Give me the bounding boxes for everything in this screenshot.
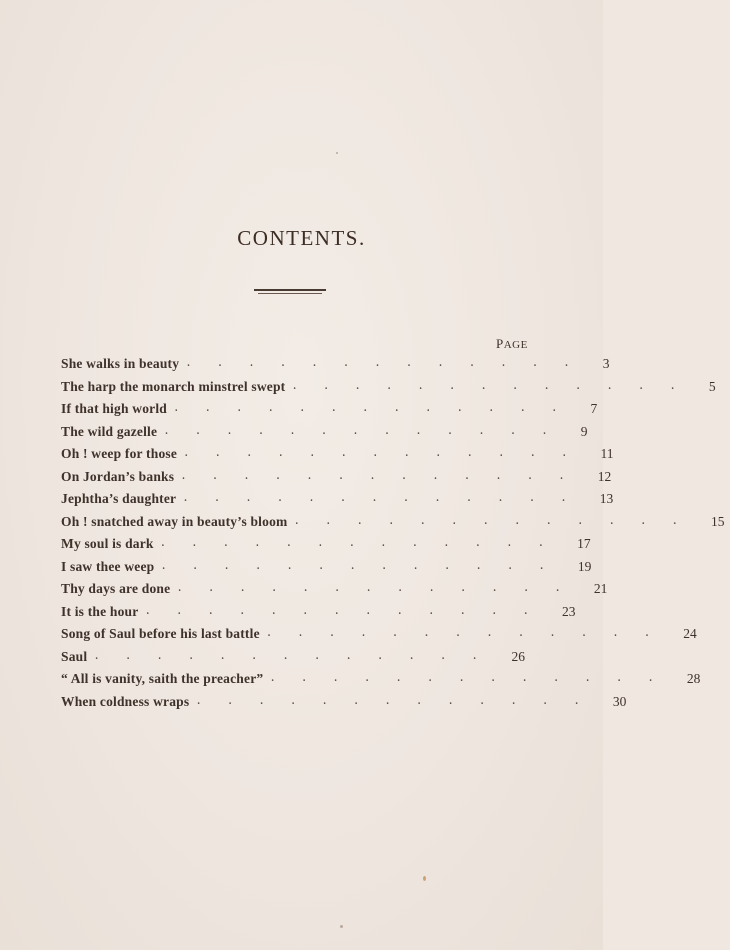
entry-title: It is the hour	[61, 603, 139, 619]
entry-page: 12	[597, 468, 612, 484]
paper-speck	[423, 876, 426, 881]
entry-title: When coldness wraps	[61, 693, 190, 709]
entry-title: Thy days are done	[61, 581, 171, 596]
entry-page: 9	[580, 423, 588, 439]
contents-entry	[61, 466, 612, 489]
entry-title: “ All is vanity, saith the preacher”	[61, 671, 264, 686]
leader-dots: .............	[267, 628, 678, 639]
contents-entry	[61, 646, 531, 669]
entry-page: 21	[593, 581, 608, 596]
leader-dots: .............	[293, 380, 703, 392]
page-title: CONTENTS.	[237, 226, 366, 250]
entry-page: 11	[600, 446, 614, 461]
contents-entry	[61, 578, 608, 601]
leader-dots: .............	[187, 358, 597, 369]
entry-title: Oh ! snatched away in beauty’s bloom	[61, 513, 288, 529]
entry-title: She walks in beauty	[61, 356, 180, 371]
entry-page: 26	[511, 648, 525, 664]
entry-title: The wild gazelle	[61, 423, 158, 439]
leader-dots: .............	[146, 605, 556, 617]
leader-dots: .............	[178, 583, 588, 594]
entry-page: 7	[590, 401, 598, 416]
contents-entry	[61, 376, 716, 399]
entry-page: 19	[577, 558, 592, 574]
leader-dots: .............	[95, 650, 505, 662]
entry-title: Song of Saul before his last battle	[61, 626, 260, 641]
paper-speck	[340, 925, 343, 928]
contents-entry	[61, 511, 725, 534]
entry-page: 13	[599, 491, 614, 506]
entry-page: 5	[708, 378, 716, 394]
leader-dots: .............	[184, 493, 594, 504]
leader-dots: .............	[175, 403, 585, 414]
entry-page: 17	[577, 536, 591, 551]
contents-entry	[61, 353, 610, 376]
entry-page: 3	[602, 356, 610, 371]
page-header-rest: AGE	[503, 339, 528, 351]
entry-page: 30	[612, 693, 627, 709]
entry-page: 15	[710, 513, 725, 529]
entry-title: Oh ! weep for those	[61, 446, 178, 461]
leader-dots: .............	[182, 470, 592, 482]
entry-title: Saul	[61, 648, 88, 664]
entry-page: 24	[683, 626, 697, 641]
title-rule-thick	[254, 289, 326, 291]
entry-title: My soul is dark	[61, 536, 154, 551]
contents-entry	[61, 421, 588, 444]
contents-entry	[61, 623, 697, 646]
leader-dots: .............	[197, 695, 607, 707]
entry-title: Jephtha’s daughter	[61, 491, 177, 506]
title-rule-thin	[258, 293, 322, 294]
contents-entry	[61, 398, 598, 421]
contents-entry	[61, 533, 591, 556]
entry-page: 28	[686, 671, 701, 686]
title-rule	[254, 289, 326, 294]
contents-entry	[61, 556, 592, 579]
paper-speck	[336, 152, 338, 154]
leader-dots: .............	[162, 560, 572, 572]
entry-page: 23	[561, 603, 576, 619]
leader-dots: .............	[271, 673, 681, 684]
leader-dots: .............	[295, 515, 705, 527]
entry-title: On Jordan’s banks	[61, 468, 175, 484]
entry-title: The harp the monarch minstrel swept	[61, 378, 286, 394]
leader-dots: .............	[165, 425, 575, 437]
leader-dots: .............	[185, 448, 595, 459]
contents-entry	[61, 443, 614, 466]
contents-list	[61, 353, 725, 713]
contents-entry	[61, 668, 701, 691]
contents-entry	[61, 601, 576, 624]
leader-dots: .............	[161, 538, 572, 549]
contents-entry	[61, 488, 614, 511]
page-column-header	[496, 336, 528, 352]
contents-entry	[61, 691, 627, 714]
entry-title: If that high world	[61, 401, 167, 416]
page-header-initial: P	[496, 336, 504, 351]
entry-title: I saw thee weep	[61, 558, 155, 574]
